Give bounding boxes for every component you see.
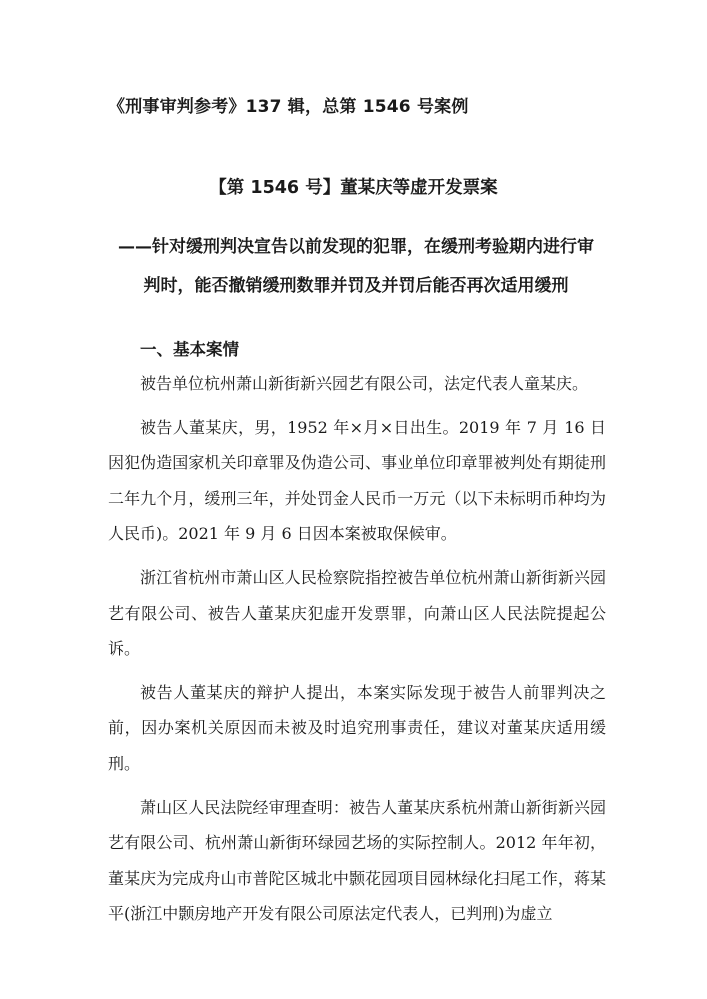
document-body: [108, 366, 606, 940]
case-title: 【第 1546 号】董某庆等虚开发票案: [209, 178, 498, 198]
case-subtitle: ——针对缓刑判决宣告以前发现的犯罪，在缓刑考验期内进行审判时，能否撤销缓刑数罪并罚及并罚后能否再次适用缓刑: [118, 237, 594, 296]
section-heading: 一、基本案情: [140, 340, 239, 359]
paragraph-1: 被告单位杭州萧山新街新兴园艺有限公司，法定代表人童某庆。: [140, 374, 589, 393]
paragraph-5: 萧山区人民法院经审理查明：被告人董某庆系杭州萧山新街新兴园艺有限公司、杭州萧山新街环绿园艺场的实际控制人。2012 年年初，董某庆为完成舟山市普陀区城北中颢花园项目园林绿化扫尾工作，蒋某平(浙江中颢房地产开发有限公司原法定代表人，已判刑)为虚立: [108, 797, 606, 924]
source-citation: 《刑事审判参考》137 辑，总第 1546 号案例: [108, 97, 469, 117]
paragraph-2: 被告人董某庆，男，1952 年×月×日出生。2019 年 7 月 16 日因犯伪造国家机关印章罪及伪造公司、事业单位印章罪被判处有期徒刑二年九个月，缓刑三年，并处罚金人民币一万元（以下未标明币种均为人民币)。2021 年 9 月 6 日因本案被取保候审。: [108, 417, 606, 544]
paragraph-4: 被告人董某庆的辩护人提出，本案实际发现于被告人前罪判决之前，因办案机关原因而未被及时追究刑事责任，建议对董某庆适用缓刑。: [108, 682, 606, 773]
paragraph-3: 浙江省杭州市萧山区人民检察院指控被告单位杭州萧山新街新兴园艺有限公司、被告人董某庆犯虚开发票罪，向萧山区人民法院提起公诉。: [108, 567, 606, 659]
